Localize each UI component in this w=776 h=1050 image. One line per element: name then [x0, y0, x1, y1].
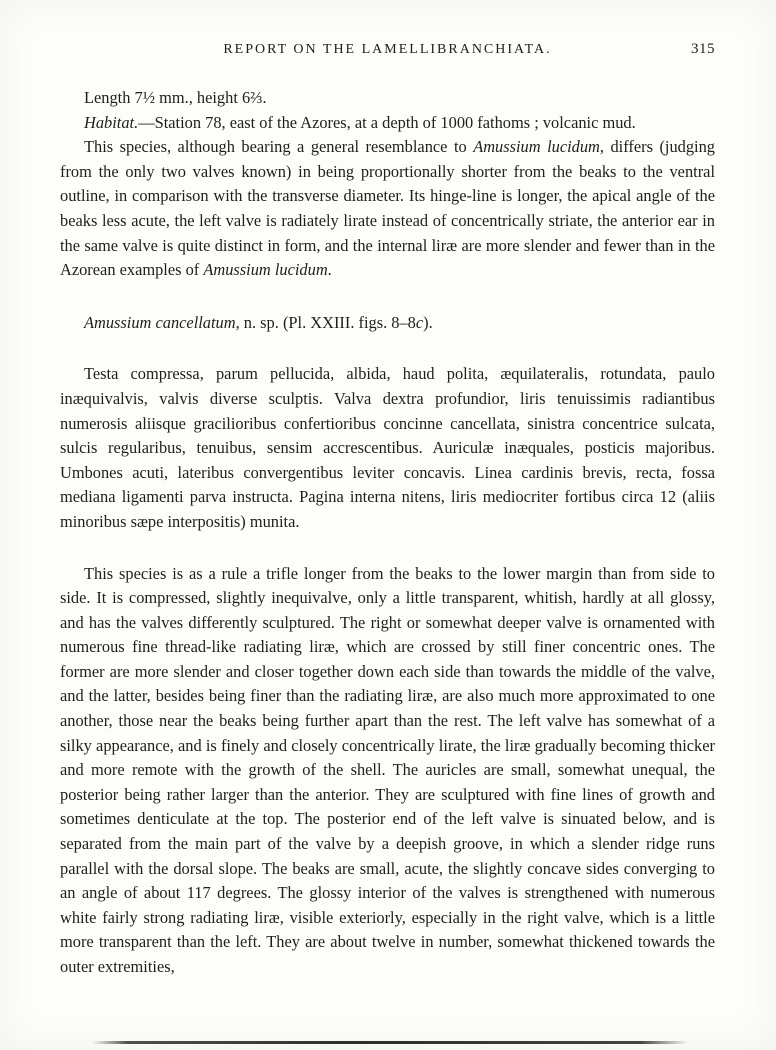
- italic-text-segment: c: [415, 312, 424, 332]
- text-segment: , n. sp. (Pl. XXIII. figs. 8–8: [235, 312, 416, 332]
- page-number: 315: [691, 41, 715, 57]
- text-segment: , differs (judging from the only two valves known) in being proportionally shorter from the beaks to the ventral outline, in comparison with the transverse diameter. Its hinge-line is longer, the apical angle of the beaks less acute, the left valve is radiately lirate instead of concentrically striate, the anterior ear in the same valve is quite distinct in form, and the internal liræ are more slender and fewer than in the Azorean examples of: [60, 137, 715, 280]
- italic-text-segment: Amussium cancellatum: [84, 312, 236, 332]
- text-segment: Length 7½ mm., height 6⅔.: [84, 88, 267, 107]
- text-segment: This species, although bearing a general resemblance to: [84, 137, 474, 157]
- scan-artifact-line: [92, 1041, 688, 1044]
- measurements-line: [60, 86, 715, 111]
- text-segment: —Station 78, east of the Azores, at a depth of 1000 fathoms ; volcanic mud.: [138, 112, 636, 132]
- italic-text-segment: Amussium lucidum: [203, 260, 328, 280]
- text-segment: This species is as a rule a trifle longer from the beaks to the lower margin than from side to side. It is compressed, slightly inequivalve, only a little transparent, whitish, hardly at all glossy, and has the valves differently sculptured. The right or somewhat deeper valve is ornamented with numerous fine thread-like radiating liræ, which are crossed by still finer concentric ones. The former are more slender and closer together down each side than towards the middle of the valve, and the latter, besides being finer than the radiating liræ, are also much more approximated to one another, those near the beaks being further apart than the rest. The left valve has somewhat of a silky appearance, and is finely and closely concentrically lirate, the liræ gradually becoming thicker and more remote with the growth of the shell. The auricles are small, somewhat unequal, the posterior being rather larger than the anterior. They are sculptured with fine lines of growth and sometimes denticulate at the top. The posterior end of the left valve is sinuated below, and is separated from the main part of the valve by a deepish groove, in which a slender ridge runs parallel with the dorsal slope. The beaks are small, acute, the slightly concave sides converging to an angle of about 117 degrees. The glossy interior of the valves is strengthened with numerous white fairly strong radiating liræ, visible exteriorly, especially in the right valve, which is a little more transparent than the left. They are about twelve in number, somewhat thickened towards the outer extremities,: [60, 563, 715, 976]
- latin-diagnosis-paragraph: [60, 362, 715, 534]
- english-description-paragraph: [60, 562, 715, 980]
- text-segment: Testa compressa, parum pellucida, albida, haud polita, æquilateralis, rotundata, paulo inæquivalvis, valvis diverse sculptis. Valva dextra profundior, liris tenuissimis radiantibus numerosis aliisque gracilioribus confertioribus concinne cancellata, sinistra concentrice sulcata, sulcis regularibus, tenuibus, sensim accrescentibus. Auriculæ inæquales, posticis majoribus. Umbones acuti, lateribus convergentibus leviter concavis. Linea cardinis brevis, recta, fossa mediana ligamenti parva instructa. Pagina interna nitens, liris mediocriter fortibus circa 12 (aliis minoribus sæpe interpositis) munita.: [60, 364, 715, 531]
- text-segment: ).: [423, 312, 433, 332]
- italic-text-segment: Amussium lucidum: [473, 137, 600, 157]
- page-body: [60, 86, 715, 980]
- running-header: [60, 42, 715, 58]
- habitat-line: [60, 111, 715, 136]
- text-segment: .: [327, 260, 332, 280]
- running-header-title: REPORT ON THE LAMELLIBRANCHIATA.: [223, 42, 552, 57]
- comparison-paragraph: [60, 135, 715, 283]
- species-heading: [60, 311, 715, 336]
- italic-text-segment: Habitat.: [84, 112, 139, 132]
